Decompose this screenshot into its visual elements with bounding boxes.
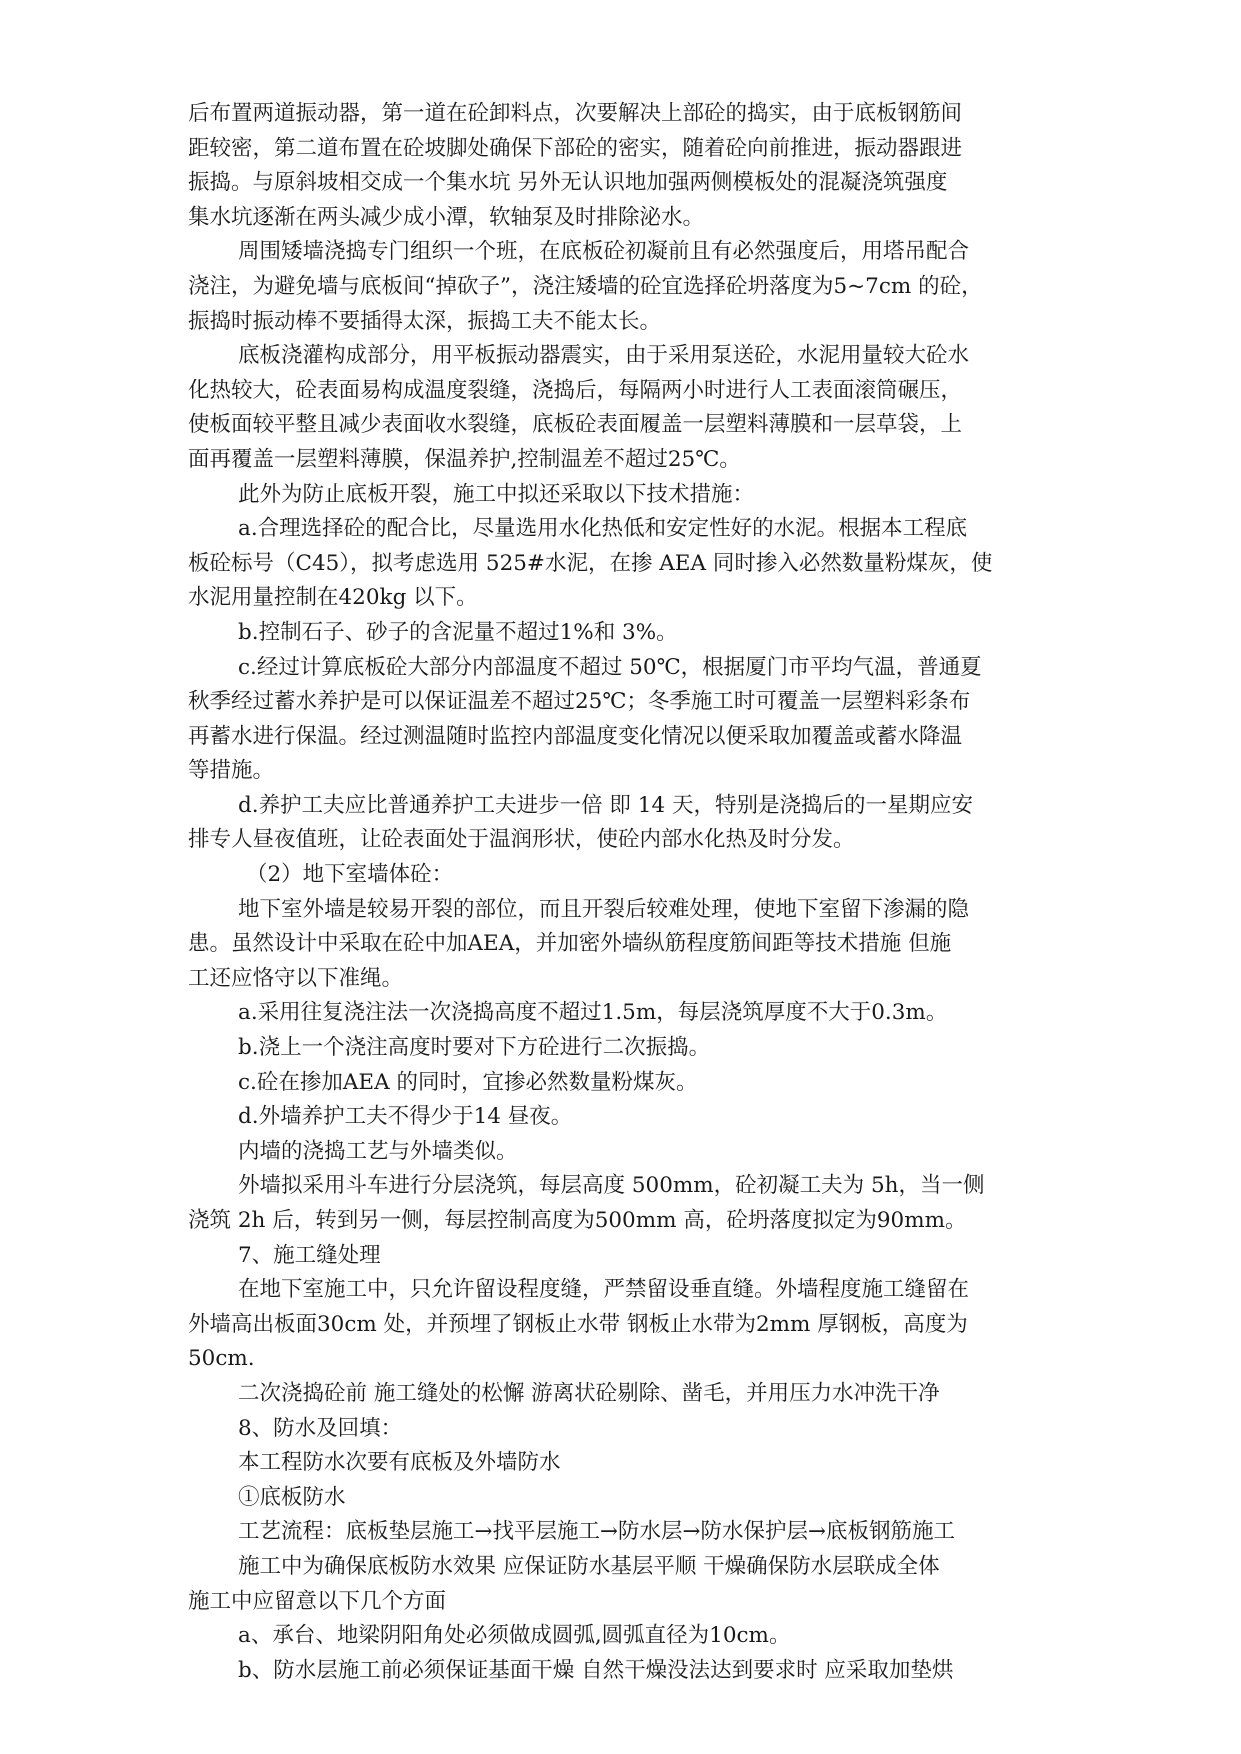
section-heading: 7、施工缝处理: [238, 1242, 381, 1268]
text-line: 浇注，为避免墙与底板间“掉砍子”，浇注矮墙的砼宜选择砼坍落度为5~7cm 的砼，: [188, 273, 983, 299]
text-line: 距较密，第二道布置在砼坡脚处确保下部砼的密实，随着砼向前推进，振动器跟进: [188, 135, 963, 161]
text-line: 使板面较平整且减少表面收水裂缝，底板砼表面履盖一层塑料薄膜和一层草袋，上: [188, 412, 963, 438]
section-heading: 8、防水及回填：: [238, 1415, 403, 1441]
text-line: 工艺流程：底板垫层施工→找平层施工→防水层→防水保护层→底板钢筋施工: [238, 1519, 956, 1545]
text-line: 底板浇灌构成部分，用平板振动器震实，由于采用泵送砼，水泥用量较大砼水: [238, 343, 970, 369]
text-line: 面再覆盖一层塑料薄膜，保温养护,控制温差不超过25℃。: [188, 446, 741, 472]
text-line: c.经过计算底板砼大部分内部温度不超过 50℃，根据厦门市平均气温，普通夏: [238, 654, 982, 680]
text-line: d.养护工夫应比普通养护工夫进步一倍 即 14 天，特别是浇捣后的一星期应安: [238, 792, 973, 818]
text-line: 化热较大，砼表面易构成温度裂缝，浇捣后，每隔两小时进行人工表面滚筒碾压，: [188, 377, 963, 403]
text-line: 施工中应留意以下几个方面: [188, 1588, 447, 1614]
text-line: 二次浇捣砼前 施工缝处的松懈 游离状砼剔除、凿毛，并用压力水冲洗干净: [238, 1380, 940, 1406]
text-line: 周围矮墙浇捣专门组织一个班，在底板砼初凝前且有必然强度后，用塔吊配合: [238, 239, 970, 265]
text-line: c.砼在掺加AEA 的同时，宜掺必然数量粉煤灰。: [238, 1069, 698, 1095]
text-line: 振捣时振动棒不要插得太深，振捣工夫不能太长。: [188, 308, 662, 334]
text-line: b.浇上一个浇注高度时要对下方砼进行二次振捣。: [238, 1035, 711, 1061]
text-line: 患。虽然设计中采取在砼中加AEA，并加密外墙纵筋程度筋间距等技术措施 但施: [188, 931, 952, 957]
text-line: 板砼标号（C45），拟考虑选用 525#水泥，在掺 AEA 同时掺入必然数量粉煤灰，使: [188, 550, 993, 576]
text-line: a、承台、地梁阴阳角处必须做成圆弧,圆弧直径为10cm。: [238, 1623, 791, 1649]
text-line: 秋季经过蓄水养护是可以保证温差不超过25℃；冬季施工时可覆盖一层塑料彩条布: [188, 689, 971, 715]
text-line: 排专人昼夜值班，让砼表面处于温润形状，使砼内部水化热及时分发。: [188, 827, 855, 853]
text-line: 浇筑 2h 后，转到另一侧，每层控制高度为500mm 高，砼坍落度拟定为90mm。: [188, 1208, 967, 1233]
text-line: 内墙的浇捣工艺与外墙类似。: [238, 1138, 518, 1164]
text-line: b.控制石子、砂子的含泥量不超过1%和 3%。: [238, 619, 678, 645]
text-line: 水泥用量控制在420kg 以下。: [188, 585, 478, 611]
text-line: 施工中为确保底板防水效果 应保证防水基层平顺 干燥确保防水层联成全体: [238, 1553, 940, 1579]
text-line: 工还应恪守以下准绳。: [188, 965, 404, 991]
text-line: 在地下室施工中，只允许留设程度缝，严禁留设垂直缝。外墙程度施工缝留在: [238, 1277, 970, 1303]
text-line: 50cm.: [188, 1346, 255, 1372]
text-line: b、防水层施工前必须保证基面干燥 自然干燥没法达到要求时 应采取加垫烘: [238, 1657, 954, 1683]
text-line: d.外墙养护工夫不得少于14 昼夜。: [238, 1104, 573, 1130]
text-line: 外墙高出板面30cm 处，并预埋了钢板止水带 钢板止水带为2mm 厚钢板，高度为: [188, 1311, 968, 1337]
text-line: 等措施。: [188, 758, 275, 784]
text-line: 外墙拟采用斗车进行分层浇筑，每层高度 500mm，砼初凝工夫为 5h，当一侧: [238, 1173, 985, 1199]
subsection-heading: ①底板防水: [238, 1484, 346, 1510]
section-heading: （2）地下室墙体砼：: [246, 862, 454, 888]
text-line: 振捣。与原斜坡相交成一个集水坑 另外无认识地加强两侧模板处的混凝浇筑强度: [188, 170, 948, 196]
text-line: 集水坑逐渐在两头减少成小潭，软轴泵及时排除泌水。: [188, 204, 705, 230]
text-line: 后布置两道振动器，第一道在砼卸料点，次要解决上部砼的捣实，由于底板钢筋间: [188, 101, 963, 126]
text-line: a.采用往复浇注法一次浇捣高度不超过1.5m，每层浇筑厚度不大于0.3m。: [238, 1000, 948, 1026]
text-line: 再蓄水进行保温。经过测温随时监控内部温度变化情况以便采取加覆盖或蓄水降温: [188, 723, 963, 749]
text-line: 地下室外墙是较易开裂的部位，而且开裂后较难处理，使地下室留下渗漏的隐: [238, 896, 970, 922]
text-line: 此外为防止底板开裂，施工中拟还采取以下技术措施：: [238, 481, 755, 507]
text-line: 本工程防水次要有底板及外墙防水: [238, 1450, 561, 1476]
text-line: a.合理选择砼的配合比，尽量选用水化热低和安定性好的水泥。根据本工程底: [238, 516, 968, 542]
document-body: [188, 97, 1083, 1688]
